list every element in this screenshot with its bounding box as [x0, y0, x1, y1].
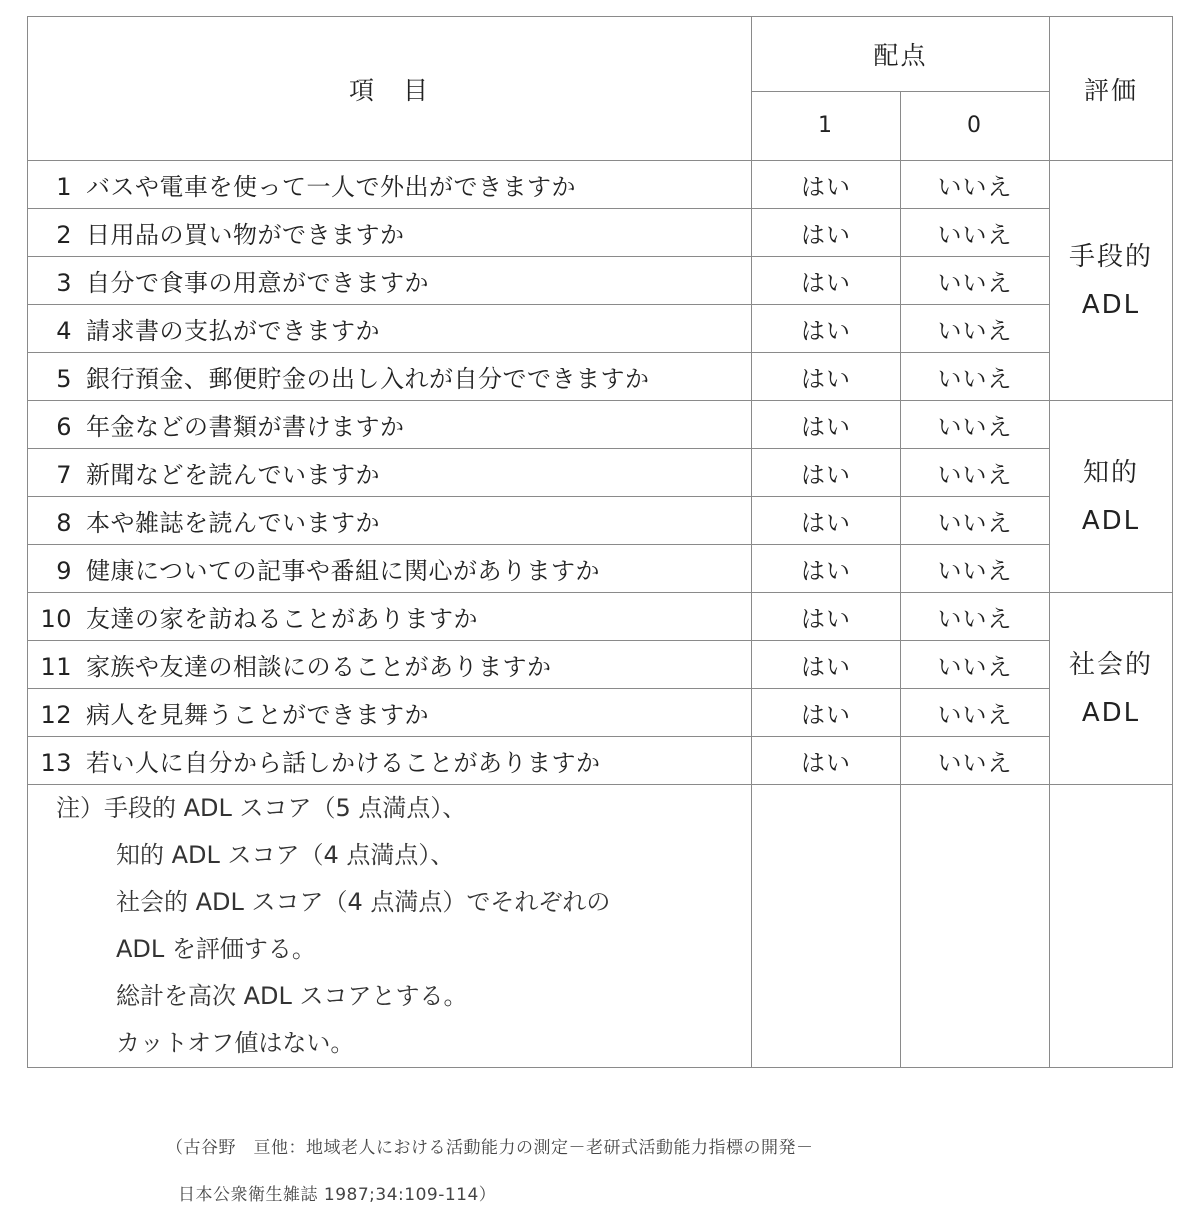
question-text: 自分で食事の用意ができますか — [86, 269, 429, 297]
note-line: 総計を高次 ADL スコアとする。 — [116, 982, 468, 1010]
evaluation-adl: ADL — [1081, 289, 1141, 320]
table-row — [28, 737, 1173, 785]
answer-yes: はい — [752, 353, 901, 401]
evaluation-label: 手段的 — [1069, 241, 1154, 272]
note-line: 知的 ADL スコア（4 点満点）、 — [116, 841, 455, 869]
table-row — [28, 305, 1173, 353]
question-text: 日用品の買い物ができますか — [86, 221, 405, 249]
table-row — [28, 545, 1173, 593]
question-number: 7 — [56, 461, 72, 489]
table-row — [28, 257, 1173, 305]
table-row — [28, 497, 1173, 545]
answer-no: いいえ — [901, 593, 1050, 641]
answer-yes: はい — [752, 641, 901, 689]
question-number: 4 — [56, 317, 72, 345]
question-number: 9 — [56, 557, 72, 585]
question-text: 請求書の支払ができますか — [86, 317, 380, 345]
answer-no: いいえ — [901, 689, 1050, 737]
answer-yes: はい — [752, 593, 901, 641]
question-cell — [28, 689, 752, 737]
note-line: カットオフ値はない。 — [116, 1029, 355, 1057]
question-text: バスや電車を使って一人で外出ができますか — [86, 173, 576, 201]
question-cell — [28, 449, 752, 497]
answer-yes: はい — [752, 161, 901, 209]
question-number: 8 — [56, 509, 72, 537]
header-score: 配点 — [752, 17, 1050, 92]
evaluation-adl: ADL — [1081, 697, 1141, 728]
question-text: 健康についての記事や番組に関心がありますか — [86, 557, 601, 585]
evaluation-social-adl — [1050, 593, 1173, 785]
empty-cell — [1050, 785, 1173, 1068]
table-row — [28, 161, 1173, 209]
table-row — [28, 593, 1173, 641]
question-text: 家族や友達の相談にのることがありますか — [86, 653, 552, 681]
note-line: ADL を評価する。 — [116, 935, 316, 963]
answer-yes: はい — [752, 497, 901, 545]
citation-line-1: （古谷野 亘他：地域老人における活動能力の測定－老研式活動能力指標の開発－ — [166, 1138, 814, 1158]
table-row — [28, 209, 1173, 257]
question-cell — [28, 497, 752, 545]
header-item: 項 目 — [28, 17, 752, 161]
question-text: 銀行預金、郵便貯金の出し入れが自分でできますか — [86, 365, 650, 393]
question-number: 13 — [40, 749, 72, 777]
evaluation-label: 社会的 — [1069, 649, 1154, 680]
question-cell — [28, 593, 752, 641]
evaluation-adl: ADL — [1081, 505, 1141, 536]
header-score-no: 0 — [901, 91, 1050, 160]
empty-cell — [752, 785, 901, 1068]
answer-no: いいえ — [901, 209, 1050, 257]
question-cell — [28, 737, 752, 785]
question-number: 2 — [56, 221, 72, 249]
empty-cell — [901, 785, 1050, 1068]
question-number: 1 — [56, 173, 72, 201]
evaluation-label: 知的 — [1083, 457, 1140, 488]
answer-yes: はい — [752, 305, 901, 353]
answer-yes: はい — [752, 737, 901, 785]
question-cell — [28, 545, 752, 593]
question-number: 11 — [40, 653, 72, 681]
question-cell — [28, 401, 752, 449]
header-evaluation: 評価 — [1050, 17, 1173, 161]
answer-yes: はい — [752, 401, 901, 449]
evaluation-instrumental-adl — [1050, 161, 1173, 401]
answer-yes: はい — [752, 257, 901, 305]
answer-no: いいえ — [901, 545, 1050, 593]
note-line: 注）手段的 ADL スコア（5 点満点）、 — [56, 794, 467, 822]
answer-no: いいえ — [901, 497, 1050, 545]
question-cell — [28, 641, 752, 689]
answer-no: いいえ — [901, 449, 1050, 497]
adl-questionnaire-table — [27, 16, 1173, 1068]
answer-no: いいえ — [901, 401, 1050, 449]
answer-yes: はい — [752, 689, 901, 737]
table-row — [28, 449, 1173, 497]
question-text: 本や雑誌を読んでいますか — [86, 509, 380, 537]
evaluation-intellectual-adl — [1050, 401, 1173, 593]
question-number: 3 — [56, 269, 72, 297]
answer-yes: はい — [752, 545, 901, 593]
question-number: 5 — [56, 365, 72, 393]
answer-no: いいえ — [901, 161, 1050, 209]
answer-no: いいえ — [901, 353, 1050, 401]
table-row — [28, 641, 1173, 689]
question-cell — [28, 305, 752, 353]
question-cell — [28, 257, 752, 305]
answer-no: いいえ — [901, 737, 1050, 785]
answer-no: いいえ — [901, 257, 1050, 305]
citation-line-2: 日本公衆衛生雑誌 1987;34:109-114） — [178, 1185, 497, 1205]
note-line: 社会的 ADL スコア（4 点満点）でそれぞれの — [116, 888, 611, 916]
header-score-yes: 1 — [752, 91, 901, 160]
question-text: 病人を見舞うことができますか — [86, 701, 429, 729]
question-text: 友達の家を訪ねることがありますか — [86, 605, 478, 633]
answer-no: いいえ — [901, 641, 1050, 689]
question-cell — [28, 209, 752, 257]
question-number: 10 — [40, 605, 72, 633]
answer-yes: はい — [752, 449, 901, 497]
notes-cell — [28, 785, 752, 1068]
question-number: 12 — [40, 701, 72, 729]
question-text: 年金などの書類が書けますか — [86, 413, 405, 441]
question-number: 6 — [56, 413, 72, 441]
question-text: 新聞などを読んでいますか — [86, 461, 380, 489]
table-row — [28, 689, 1173, 737]
answer-yes: はい — [752, 209, 901, 257]
question-text: 若い人に自分から話しかけることがありますか — [86, 749, 601, 777]
question-cell — [28, 353, 752, 401]
answer-no: いいえ — [901, 305, 1050, 353]
table-row — [28, 353, 1173, 401]
question-cell — [28, 161, 752, 209]
table-row — [28, 401, 1173, 449]
